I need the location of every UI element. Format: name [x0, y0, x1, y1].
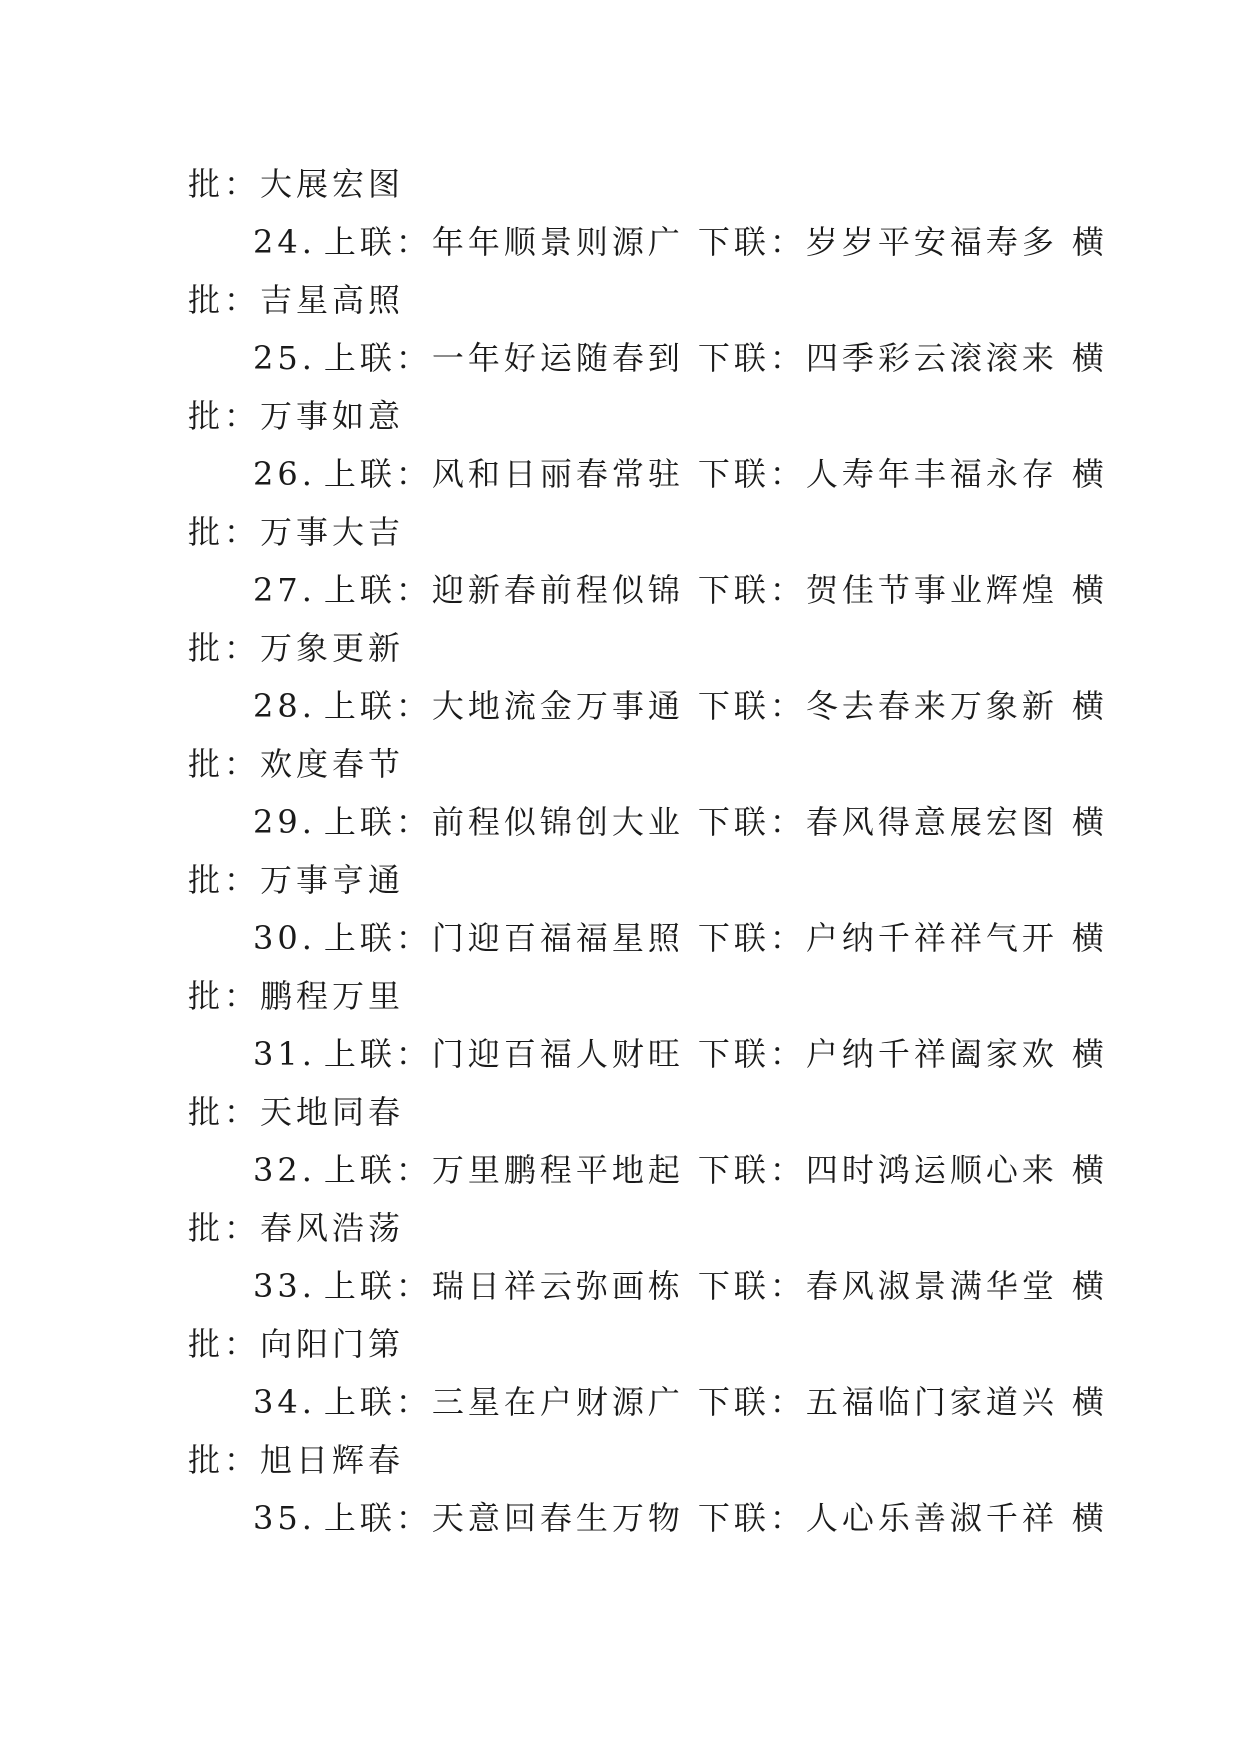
line-text: 批：鹏程万里	[188, 977, 405, 1015]
entry-number: 28.	[253, 687, 316, 725]
lower-couplet: 下联：人寿年丰福永存	[697, 455, 1058, 493]
upper-couplet: 上联：门迎百福福星照	[323, 919, 684, 957]
couplet-entry-line	[253, 1266, 1108, 1306]
couplet-entry-line	[253, 338, 1108, 378]
couplet-horizontal-line	[188, 280, 404, 320]
entry-number: 31.	[253, 1035, 316, 1073]
entry-number: 33.	[253, 1267, 316, 1305]
entry-number: 26.	[253, 455, 316, 493]
couplet-entry-line	[253, 570, 1108, 610]
upper-couplet: 上联：迎新春前程似锦	[323, 571, 684, 609]
lower-couplet: 下联：岁岁平安福寿多	[697, 223, 1058, 261]
line-text: 批：万事大吉	[188, 513, 405, 551]
line-text: 批：大展宏图	[188, 165, 405, 203]
couplet-entry-line	[253, 1034, 1108, 1074]
entry-number: 24.	[253, 223, 316, 261]
line-text: 批：万事如意	[188, 397, 405, 435]
lower-couplet: 下联：户纳千祥阖家欢	[697, 1035, 1058, 1073]
horizontal-scroll-label: 横	[1071, 339, 1108, 377]
upper-couplet: 上联：门迎百福人财旺	[323, 1035, 684, 1073]
line-text: 批：吉星高照	[188, 281, 405, 319]
upper-couplet: 上联：万里鹏程平地起	[323, 1151, 684, 1189]
lower-couplet: 下联：冬去春来万象新	[697, 687, 1058, 725]
couplet-horizontal-line	[188, 396, 404, 436]
entry-number: 25.	[253, 339, 316, 377]
lower-couplet: 下联：四时鸿运顺心来	[697, 1151, 1058, 1189]
upper-couplet: 上联：大地流金万事通	[323, 687, 684, 725]
horizontal-scroll-label: 横	[1071, 919, 1108, 957]
horizontal-scroll-label: 横	[1071, 1035, 1108, 1073]
entry-number: 27.	[253, 571, 316, 609]
entry-number: 34.	[253, 1383, 316, 1421]
couplet-entry-line	[253, 454, 1108, 494]
couplet-entry-line	[253, 222, 1108, 262]
couplet-entry-line	[253, 1382, 1108, 1422]
lower-couplet: 下联：春风得意展宏图	[697, 803, 1058, 841]
lower-couplet: 下联：户纳千祥祥气开	[697, 919, 1058, 957]
entry-number: 35.	[253, 1499, 316, 1537]
line-text: 批：旭日辉春	[188, 1441, 405, 1479]
lower-couplet: 下联：四季彩云滚滚来	[697, 339, 1058, 377]
horizontal-scroll-label: 横	[1071, 803, 1108, 841]
horizontal-scroll-label: 横	[1071, 571, 1108, 609]
horizontal-scroll-label: 横	[1071, 1383, 1108, 1421]
line-text: 批：天地同春	[188, 1093, 405, 1131]
couplet-horizontal-line	[188, 1440, 404, 1480]
lower-couplet: 下联：春风淑景满华堂	[697, 1267, 1058, 1305]
couplet-horizontal-line	[188, 1324, 404, 1364]
couplet-entry-line	[253, 1150, 1108, 1190]
entry-number: 29.	[253, 803, 316, 841]
horizontal-scroll-label: 横	[1071, 1499, 1108, 1537]
horizontal-scroll-label: 横	[1071, 687, 1108, 725]
upper-couplet: 上联：天意回春生万物	[323, 1499, 684, 1537]
couplet-entry-line	[253, 802, 1108, 842]
couplet-horizontal-line	[188, 976, 404, 1016]
line-text: 批：欢度春节	[188, 745, 405, 783]
upper-couplet: 上联：一年好运随春到	[323, 339, 684, 377]
couplet-horizontal-line	[188, 1208, 404, 1248]
upper-couplet: 上联：年年顺景则源广	[323, 223, 684, 261]
horizontal-scroll-label: 横	[1071, 223, 1108, 261]
couplet-horizontal-line	[188, 512, 404, 552]
line-text: 批：万象更新	[188, 629, 405, 667]
line-text: 批：向阳门第	[188, 1325, 405, 1363]
horizontal-scroll-label: 横	[1071, 1151, 1108, 1189]
entry-number: 30.	[253, 919, 316, 957]
lower-couplet: 下联：贺佳节事业辉煌	[697, 571, 1058, 609]
couplet-entry-line	[253, 1498, 1108, 1538]
upper-couplet: 上联：三星在户财源广	[323, 1383, 684, 1421]
upper-couplet: 上联：风和日丽春常驻	[323, 455, 684, 493]
couplet-entry-line	[253, 918, 1108, 958]
horizontal-scroll-label: 横	[1071, 455, 1108, 493]
horizontal-scroll-label: 横	[1071, 1267, 1108, 1305]
couplet-horizontal-line	[188, 744, 404, 784]
couplet-entry-line	[253, 686, 1108, 726]
couplet-horizontal-line	[188, 164, 404, 204]
upper-couplet: 上联：瑞日祥云弥画栋	[323, 1267, 684, 1305]
line-text: 批：万事亨通	[188, 861, 405, 899]
lower-couplet: 下联：五福临门家道兴	[697, 1383, 1058, 1421]
lower-couplet: 下联：人心乐善淑千祥	[697, 1499, 1058, 1537]
couplet-horizontal-line	[188, 1092, 404, 1132]
upper-couplet: 上联：前程似锦创大业	[323, 803, 684, 841]
couplet-horizontal-line	[188, 860, 404, 900]
entry-number: 32.	[253, 1151, 316, 1189]
couplet-horizontal-line	[188, 628, 404, 668]
line-text: 批：春风浩荡	[188, 1209, 405, 1247]
